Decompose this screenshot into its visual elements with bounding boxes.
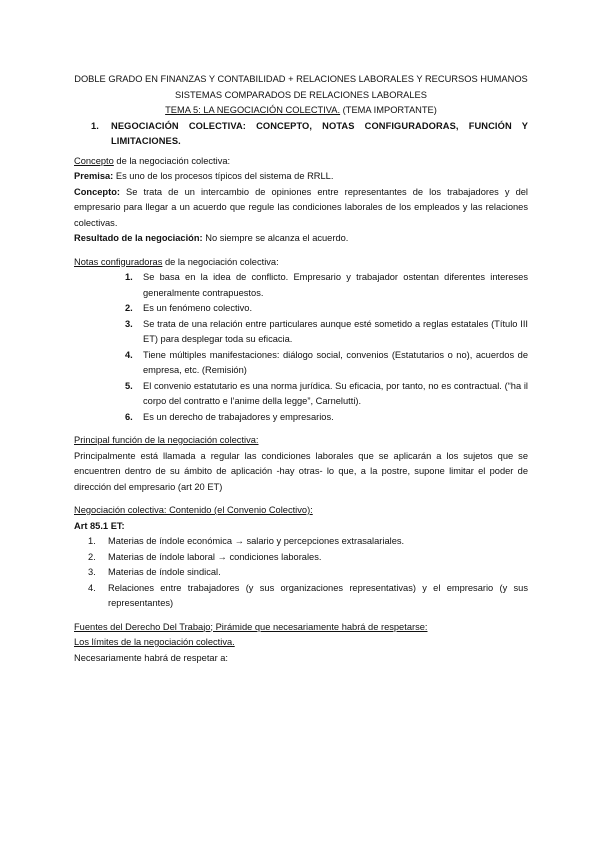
notas-block: [74, 255, 528, 426]
list-item: [125, 379, 528, 410]
funcion-block: [74, 433, 528, 495]
fuentes-heading: Fuentes del Derecho Del Trabajo; Pirámide que necesariamente habrá de respetarse:: [74, 621, 428, 632]
topic-title-note: (TEMA IMPORTANTE): [340, 105, 437, 115]
topic-title-main: TEMA 5: LA NEGOCIACIÓN COLECTIVA.: [165, 105, 341, 115]
concepto-block: [74, 154, 528, 247]
resultado-label: Resultado de la negociación:: [74, 233, 203, 243]
notas-heading-rest: de la negociación colectiva:: [162, 256, 279, 267]
list-number: 6.: [125, 411, 133, 422]
list-number: 4.: [88, 582, 96, 593]
notas-heading-underlined: Notas configuradoras: [74, 256, 163, 267]
concepto-heading-underlined: Concepto: [74, 155, 114, 166]
fuentes-text: Necesariamente habrá de respetar a:: [74, 652, 229, 663]
premisa-text: Es uno de los procesos típicos del sistema de RRLL.: [113, 171, 334, 181]
section-heading: [91, 119, 528, 150]
list-text: Se basa en la idea de conflicto. Empresario y trabajador ostentan diferentes intereses generalmente contrapuestos.: [143, 272, 528, 298]
list-number: 2.: [88, 551, 96, 562]
contenido-heading: Negociación colectiva: Contenido (el Convenio Colectivo):: [74, 505, 313, 515]
list-item: [88, 550, 528, 566]
list-text: Relaciones entre trabajadores (y sus organizaciones representativas) y el empresario (y sus representantes): [108, 582, 528, 608]
topic-title: [74, 103, 528, 119]
document-header: [74, 72, 528, 119]
list-number: 1.: [88, 536, 96, 546]
contenido-block: [74, 503, 528, 612]
list-text: Es un fenómeno colectivo.: [143, 303, 253, 313]
premisa-paragraph: [74, 169, 528, 185]
list-text: Materias de índole laboral → condiciones laborales.: [108, 551, 322, 562]
list-item: [125, 270, 528, 301]
list-item: [125, 317, 528, 348]
list-item: [125, 410, 528, 426]
list-text: Tiene múltiples manifestaciones: diálogo social, convenios (Estatutarios o no), acuerdos de empresa, etc. (Remisión): [143, 349, 528, 375]
notas-heading: [74, 255, 528, 271]
section-number: 1.: [91, 120, 99, 131]
concepto-heading-rest: de la negociación colectiva:: [113, 155, 231, 166]
list-number: 2.: [125, 303, 133, 313]
list-text: Materias de índole económica → salario y percepciones extrasalariales.: [108, 536, 405, 546]
list-item: [125, 348, 528, 379]
degree-title: DOBLE GRADO EN FINANZAS Y CONTABILIDAD + RELACIONES LABORALES Y RECURSOS HUMANOS: [74, 74, 528, 84]
resultado-text: No siempre se alcanza el acuerdo.: [202, 233, 349, 243]
list-item: [88, 581, 528, 612]
concepto-text: Se trata de un intercambio de opiniones entre representantes de los trabajadores y del empresario para llegar a un acuerdo que regule las condiciones laborales de los empleados y las relaciones colectivas.: [74, 186, 528, 228]
list-text: Se trata de una relación entre particulares aunque esté sometido a reglas estatales (Título III ET) para desplegar toda su eficacia.: [143, 318, 528, 344]
fuentes-block: [74, 620, 528, 667]
list-text: Materias de índole sindical.: [108, 567, 221, 577]
list-item: [125, 301, 528, 317]
list-text: Es un derecho de trabajadores y empresarios.: [143, 411, 334, 422]
list-number: 1.: [125, 272, 133, 282]
list-number: 3.: [125, 318, 133, 329]
list-item: [88, 565, 528, 581]
contenido-list: [88, 534, 528, 612]
section-title: NEGOCIACIÓN COLECTIVA: CONCEPTO, NOTAS CONFIGURADORAS, FUNCIÓN Y LIMITACIONES.: [111, 120, 528, 146]
list-number: 4.: [125, 349, 133, 360]
resultado-paragraph: [74, 231, 528, 247]
funcion-heading: Principal función de la negociación colectiva:: [74, 435, 259, 445]
list-number: 5.: [125, 380, 133, 391]
list-number: 3.: [88, 567, 96, 577]
art-label: Art 85.1 ET:: [74, 520, 125, 531]
funcion-paragraph: Principalmente está llamada a regular las condiciones laborales que se aplicarán a los sujetos que se encuentren dentro de su ámbito de aplicación -hay otras- lo que, a la postre, supone limitar el poder de dirección del empresario (art 20 ET): [74, 450, 528, 492]
concepto-label: Concepto:: [74, 186, 120, 197]
list-item: [88, 534, 528, 550]
concepto-paragraph: [74, 185, 528, 232]
limites-heading: Los límites de la negociación colectiva.: [74, 637, 235, 647]
list-text: El convenio estatutario es una norma jurídica. Su eficacia, por tanto, no es contractual. (“ha il corpo del contratto e l’anime della legge”, Carnelutti).: [143, 380, 528, 406]
premisa-label: Premisa:: [74, 171, 114, 181]
subject-title: SISTEMAS COMPARADOS DE RELACIONES LABORALES: [175, 89, 427, 100]
notas-list: [125, 270, 528, 425]
concepto-heading: [74, 154, 528, 170]
